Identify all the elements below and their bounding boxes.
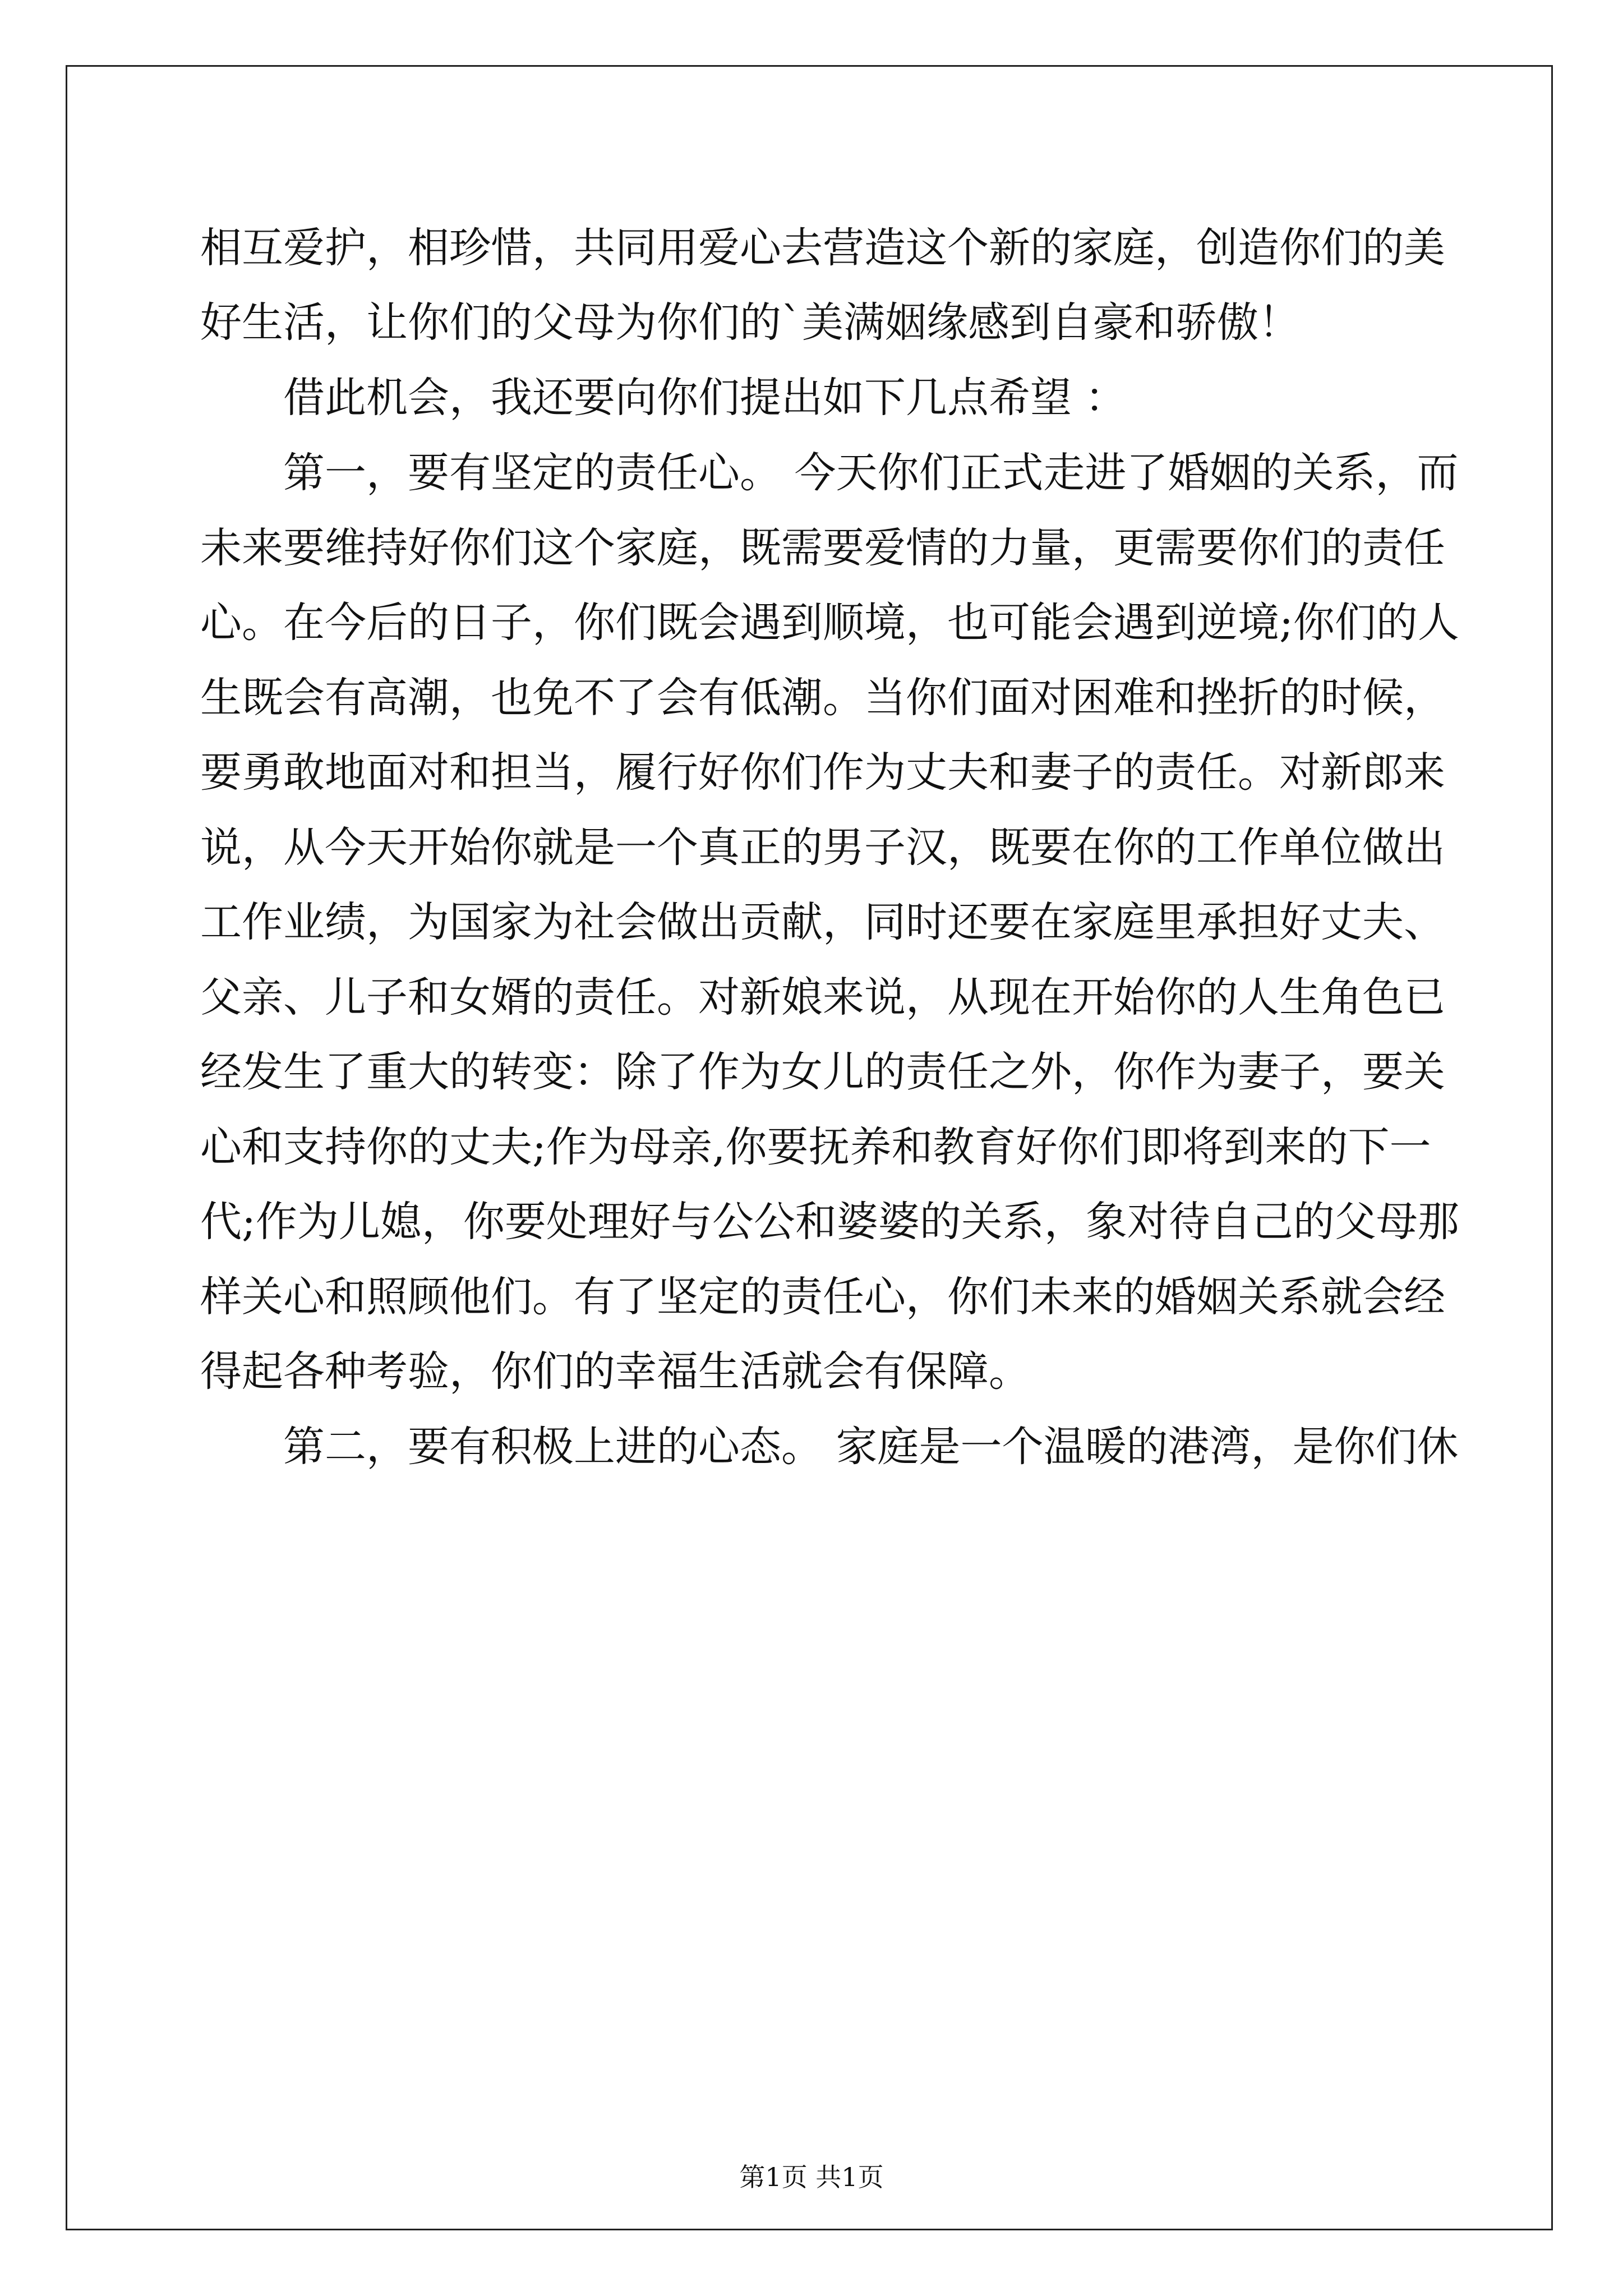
text-line: 好生活，让你们的父母为你们的`美满姻缘感到自豪和骄傲！	[200, 298, 1300, 347]
page-footer: 第1页 共1页	[739, 2162, 884, 2192]
text-line: 经发生了重大的转变：除了作为女儿的责任之外，你作为妻子，要关	[200, 1048, 1445, 1096]
text-line: 父亲、儿子和女婿的责任。对新娘来说，从现在开始你的人生角色已	[200, 973, 1445, 1022]
text-line: 心。在今后的日子，你们既会遇到顺境，也可能会遇到逆境;你们的人	[200, 599, 1459, 647]
text-line: 相互爱护，相珍惜，共同用爱心去营造这个新的家庭，创造你们的美	[200, 224, 1445, 272]
text-line: 说，从今天开始你就是一个真正的男子汉，既要在你的工作单位做出	[200, 823, 1445, 872]
text-line: 样关心和照顾他们。有了坚定的责任心，你们未来的婚姻关系就会经	[200, 1273, 1445, 1321]
text-line: 第一，要有坚定的责任心。 今天你们正式走进了婚姻的关系，而	[283, 449, 1459, 497]
text-line: 未来要维持好你们这个家庭，既需要爱情的力量，更需要你们的责任	[200, 524, 1445, 572]
text-line: 心和支持你的丈夫;作为母亲,你要抚养和教育好你们即将到来的下一	[200, 1123, 1431, 1171]
text-line: 第二，要有积极上进的心态。 家庭是一个温暖的港湾，是你们休	[283, 1423, 1459, 1471]
text-line: 生既会有高潮，也免不了会有低潮。当你们面对困难和挫折的时候，	[200, 674, 1445, 722]
text-line: 借此机会，我还要向你们提出如下几点希望 ：	[283, 374, 1127, 422]
text-line: 代;作为儿媳，你要处理好与公公和婆婆的关系，象对待自己的父母那	[200, 1198, 1459, 1246]
text-line: 要勇敢地面对和担当，履行好你们作为丈夫和妻子的责任。对新郎来	[200, 748, 1445, 797]
text-line: 工作业绩，为国家为社会做出贡献，同时还要在家庭里承担好丈夫、	[200, 898, 1445, 946]
text-line: 得起各种考验，你们的幸福生活就会有保障。	[200, 1347, 1030, 1396]
